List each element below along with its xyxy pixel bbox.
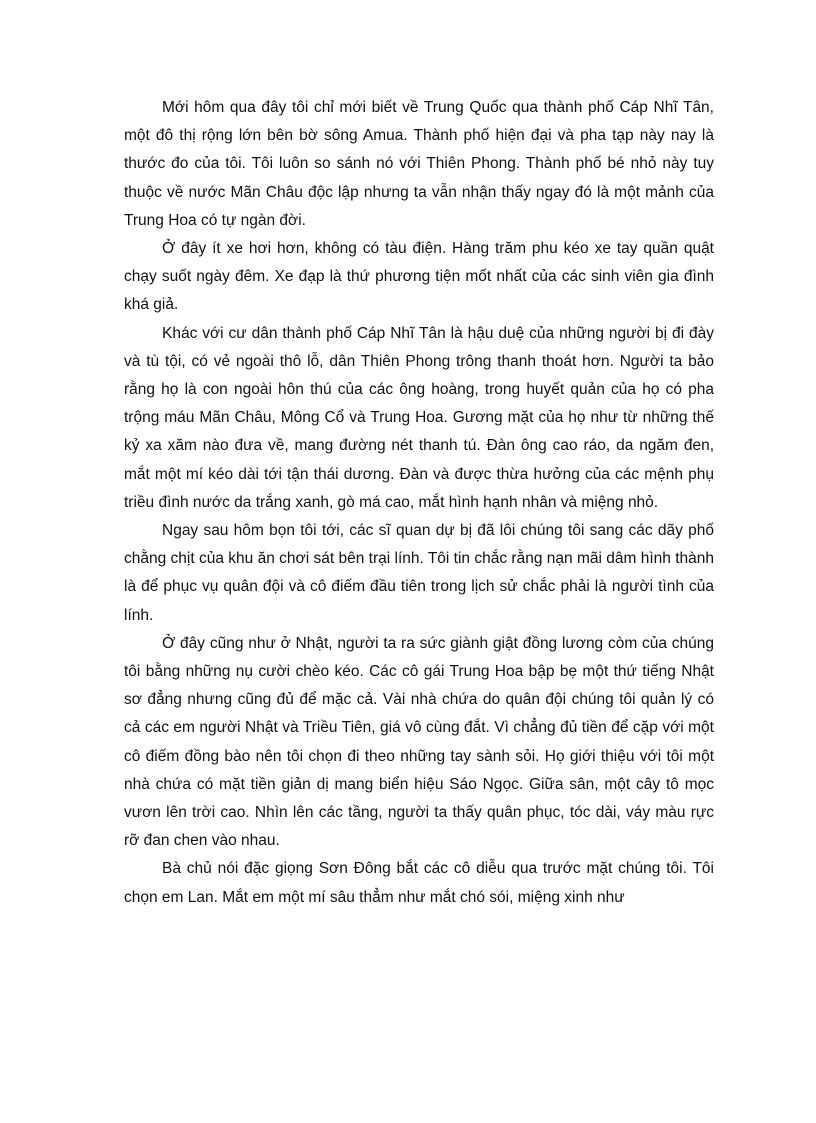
paragraph-5: Ở đây cũng như ở Nhật, người ta ra sức giành giật đồng lương còm của chúng tôi bằng những nụ cười chèo kéo. Các cô gái Trung Hoa bập bẹ một thứ tiếng Nhật sơ đẳng nhưng cũng đủ để mặc cả. Vài nhà chứa do quân đội chúng tôi quản lý có cả các em người Nhật và Triều Tiên, giá vô cùng đắt. Vì chẳng đủ tiền để cặp với một cô điếm đồng bào nên tôi chọn đi theo những tay sành sỏi. Họ giới thiệu với tôi một nhà chứa có mặt tiền giản dị mang biển hiệu Sáo Ngọc. Giữa sân, một cây tô mọc vươn lên trời cao. Nhìn lên các tầng, người ta thấy quân phục, tóc dài, váy màu rực rỡ đan chen vào nhau. bbox=[124, 634, 714, 850]
document-page bbox=[124, 94, 714, 912]
paragraph-4: Ngay sau hôm bọn tôi tới, các sĩ quan dự bị đã lôi chúng tôi sang các dãy phố chằng chịt của khu ăn chơi sát bên trại lính. Tôi tin chắc rằng nạn mãi dâm hình thành là để phục vụ quân đội và cô điếm đầu tiên trong lịch sử chắc phải là người tình của lính. bbox=[124, 522, 714, 624]
paragraph-1: Mới hôm qua đây tôi chỉ mới biết về Trung Quốc qua thành phố Cáp Nhĩ Tân, một đô thị rộng lớn bên bờ sông Amua. Thành phố hiện đại và pha tạp này nay là thước đo của tôi. Tôi luôn so sánh nó với Thiên Phong. Thành phố bé nhỏ này tuy thuộc về nước Mãn Châu độc lập nhưng ta vẫn nhận thấy ngay đó là một mảnh của Trung Hoa có tự ngàn đời. bbox=[124, 99, 714, 229]
paragraph-6: Bà chủ nói đặc giọng Sơn Đông bắt các cô diễu qua trước mặt chúng tôi. Tôi chọn em Lan. Mắt em một mí sâu thẳm như mắt chó sói, miệng xinh như bbox=[124, 860, 714, 906]
paragraph-2: Ở đây ít xe hơi hơn, không có tàu điện. Hàng trăm phu kéo xe tay quần quật chạy suốt ngày đêm. Xe đạp là thứ phương tiện mốt nhất của các sinh viên gia đình khá giả. bbox=[124, 240, 714, 314]
paragraph-3: Khác với cư dân thành phố Cáp Nhĩ Tân là hậu duệ của những người bị đi đày và tù tội, có vẻ ngoài thô lỗ, dân Thiên Phong trông thanh thoát hơn. Người ta bảo rằng họ là con ngoài hôn thú của các ông hoàng, trong huyết quản của họ có pha trộng máu Mãn Châu, Mông Cổ và Trung Hoa. Gương mặt của họ như từ những thế kỷ xa xăm nào đưa về, mang đường nét thanh tú. Đàn ông cao ráo, da ngăm đen, mắt một mí kéo dài tới tận thái dương. Đàn và được thừa hưởng của các mệnh phụ triều đình nước da trắng xanh, gò má cao, mắt hình hạnh nhân và miệng nhỏ. bbox=[124, 324, 714, 511]
